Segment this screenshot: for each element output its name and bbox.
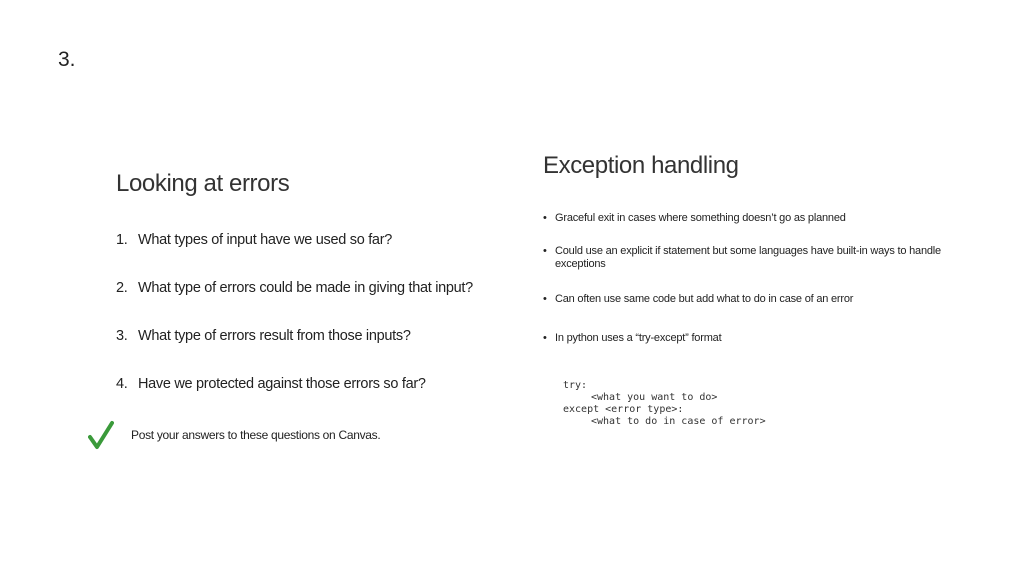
bullet-icon: • [543, 212, 547, 224]
bullet-icon: • [543, 332, 547, 344]
checkmark-icon [88, 420, 114, 450]
exception-bullets [543, 212, 963, 345]
exception-handling-title: Exception handling [543, 152, 739, 179]
list-item [116, 232, 473, 280]
list-number: 3. [116, 328, 128, 344]
code-line: <what to do in case of error> [591, 416, 766, 427]
bullet-text: In python uses a “try-except” format [555, 332, 722, 344]
code-line: except <error type>: [563, 404, 684, 415]
question-text: What type of errors result from those inputs? [138, 328, 411, 344]
looking-at-errors-title: Looking at errors [116, 170, 290, 197]
list-item [116, 376, 473, 424]
post-answers-row [88, 420, 380, 450]
list-number: 4. [116, 376, 128, 392]
code-snippet [563, 380, 766, 428]
questions-list [116, 232, 473, 424]
code-line: try: [563, 380, 588, 391]
list-item [116, 280, 473, 328]
bullet-text: Graceful exit in cases where something doesn’t go as planned [555, 212, 846, 224]
post-answers-text: Post your answers to these questions on Canvas. [131, 428, 381, 442]
list-item [543, 212, 963, 225]
list-number: 1. [116, 232, 128, 248]
list-item [543, 332, 963, 345]
question-text: Have we protected against those errors so far? [138, 376, 426, 392]
code-line: <what you want to do> [591, 392, 718, 403]
list-number: 2. [116, 280, 128, 296]
list-item [543, 245, 963, 271]
bullet-text: Could use an explicit if statement but some languages have built-in ways to handle exceptions [555, 245, 941, 270]
bullet-icon: • [543, 293, 547, 305]
slide-number: 3. [58, 48, 76, 71]
question-text: What type of errors could be made in giving that input? [138, 280, 473, 296]
bullet-text: Can often use same code but add what to do in case of an error [555, 293, 854, 305]
list-item [116, 328, 473, 376]
bullet-icon: • [543, 245, 547, 257]
question-text: What types of input have we used so far? [138, 232, 392, 248]
list-item [543, 293, 963, 306]
